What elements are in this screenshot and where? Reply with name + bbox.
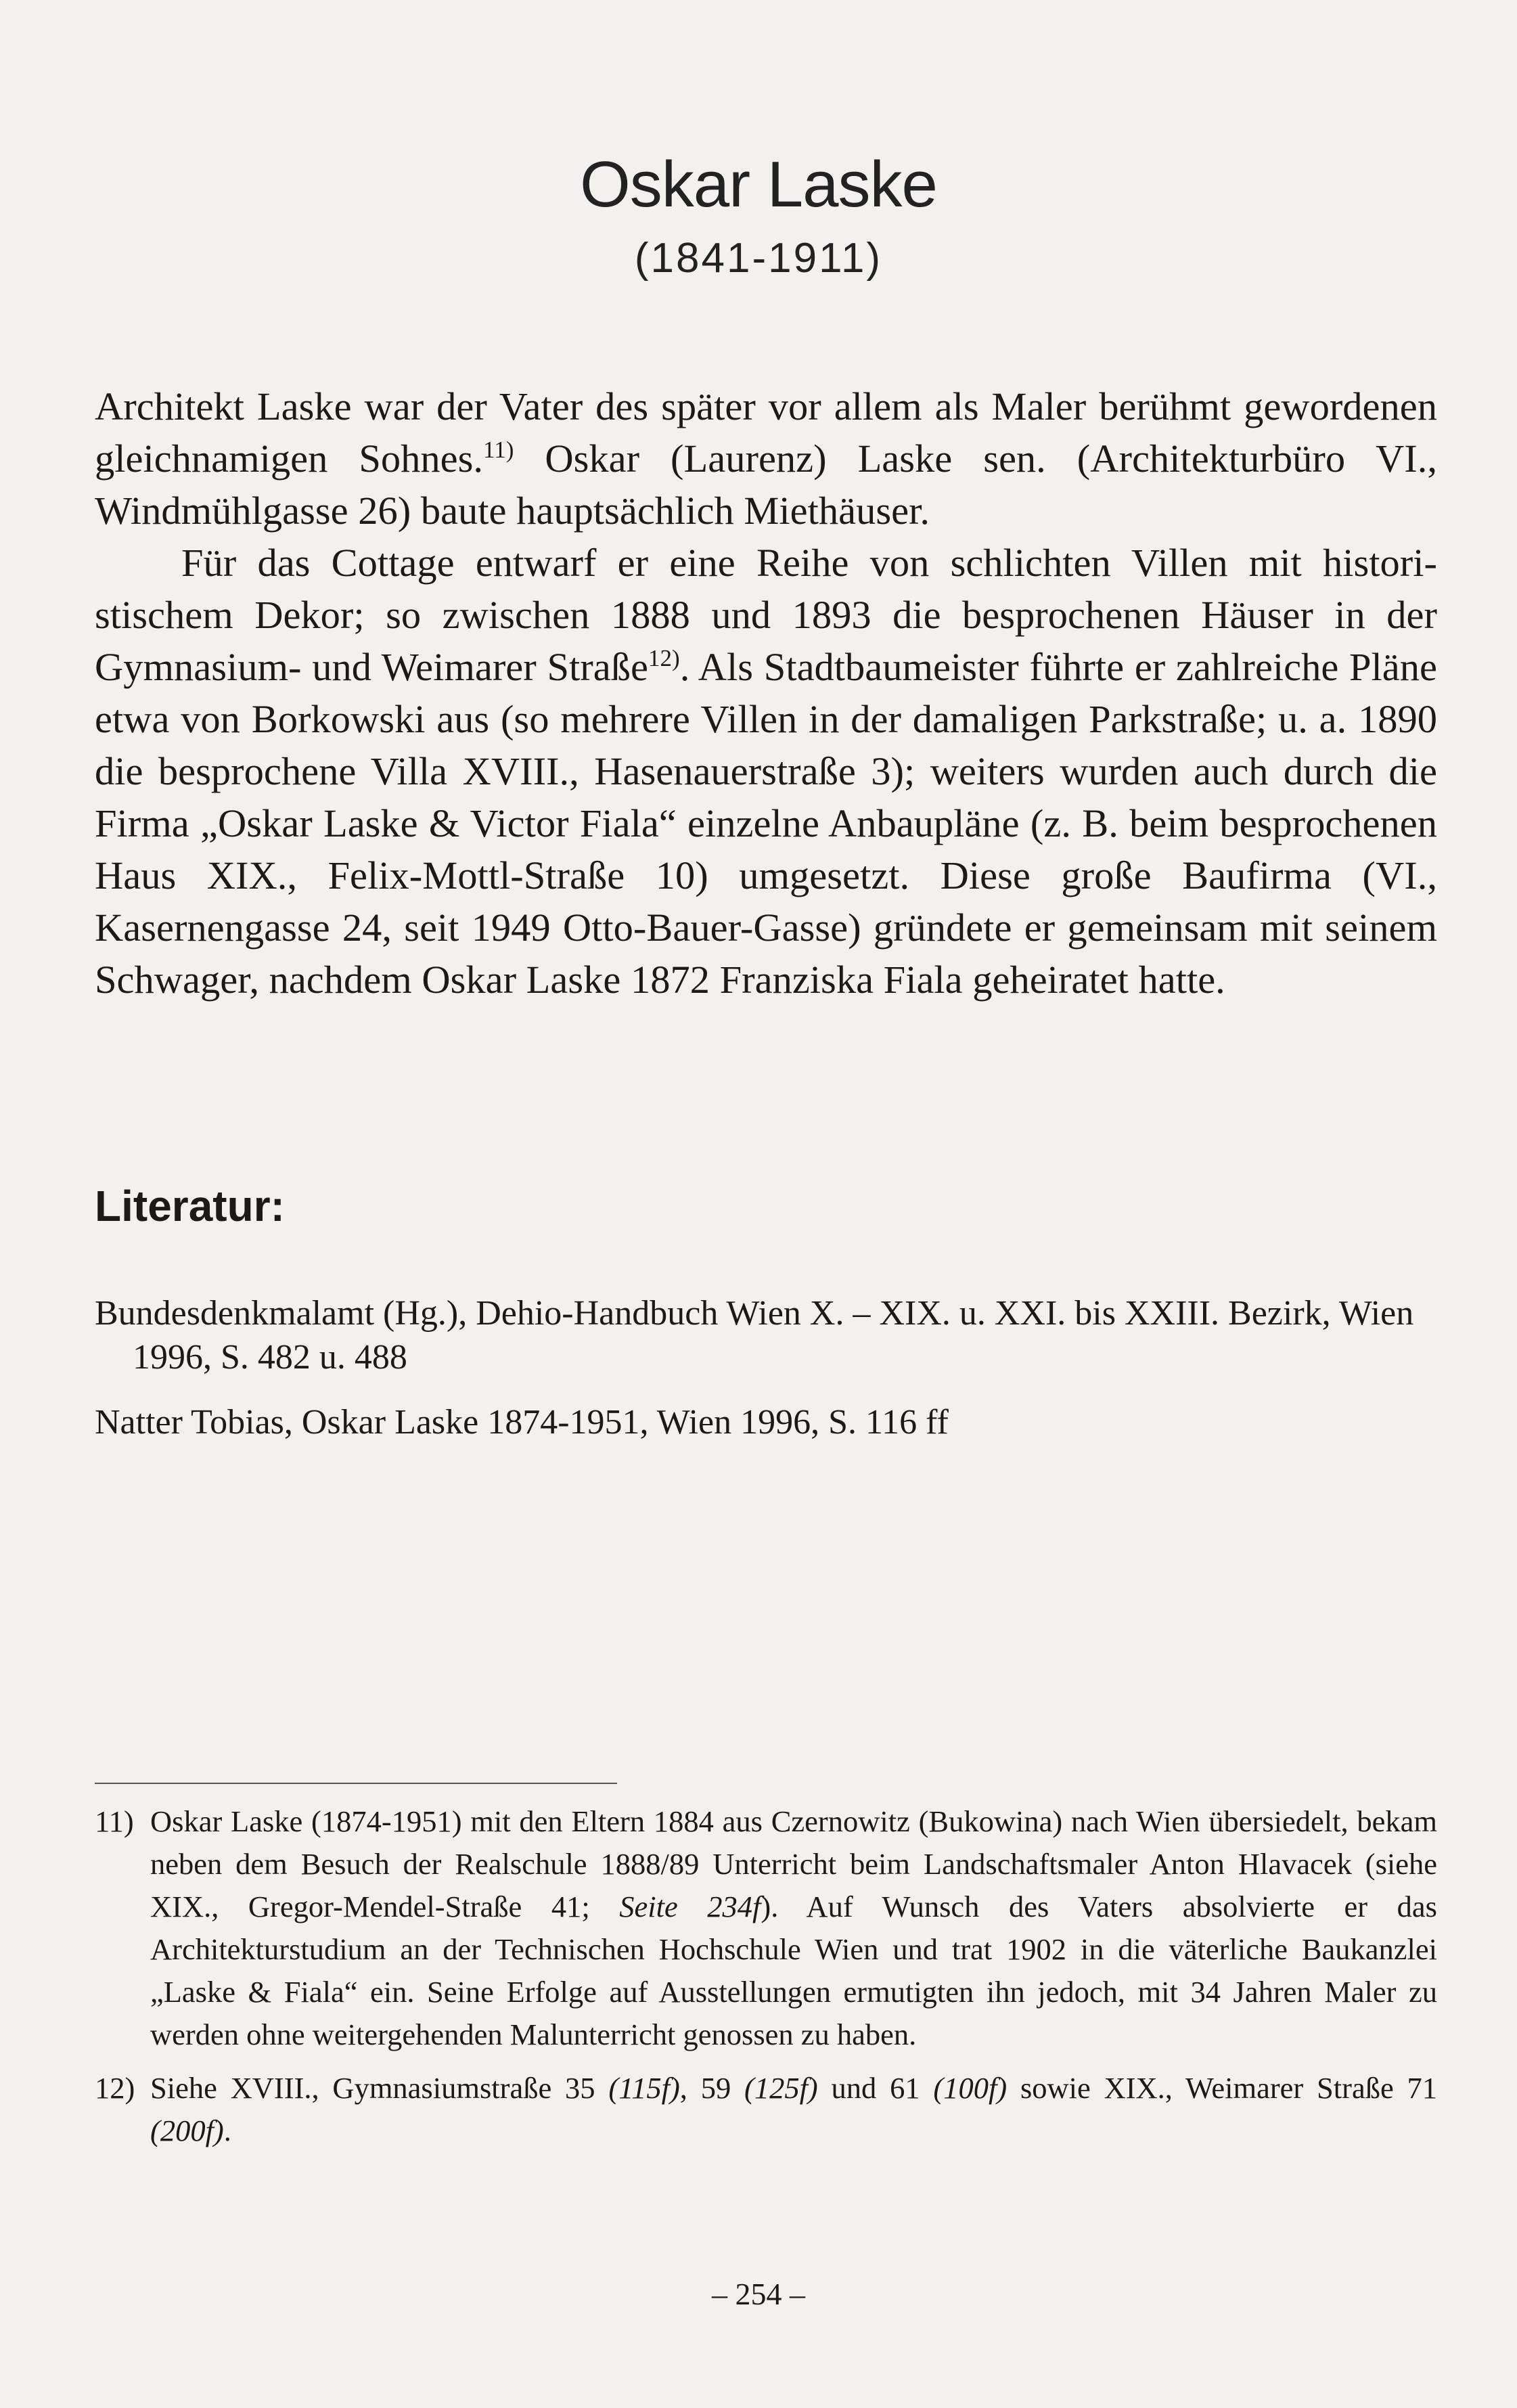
paragraph-1 [95,380,1437,537]
footnotes [95,1800,1437,2163]
paragraph-2 [95,537,1437,1006]
paragraph-1-text-b: Oskar (Laurenz) Laske sen. (Architekturbüro VI., Windmühlgasse 26) baute hauptsächlich Miethäuser. [95,437,1437,533]
footnote-text-part: , 59 [679,2071,744,2105]
footnote-text-part: ). Auf Wunsch des Vaters absolvierte er das Architekturstudium an der Technischen Hochschule Wien und trat 1902 in die väterliche Baukanzlei „Laske & Fiala“ ein. Seine Erfolge auf Ausstellungen ermutigten ihn jedoch, mit 34 Jahren Maler zu werden ohne weitergehenden Malunterricht genossen zu haben. [150,1890,1437,2051]
footnote-text-part: Oskar Laske (1874-1951) mit den Eltern 1884 aus Czernowitz (Bukowina) nach Wien übersiedelt, bekam neben dem Besuch der Realschule 1888/89 Unterricht beim Landschaftsmaler Anton Hlavacek (siehe XIX., Gregor-Mendel-Straße 41; [150,1804,1437,1923]
footnote-text-part: sowie XIX., Weimarer Straße 71 [1007,2071,1437,2105]
page-reference: (125f) [744,2071,818,2105]
footnote-text-part: Siehe XVIII., Gymnasiumstraße 35 [150,2071,609,2105]
literature-item: Natter Tobias, Oskar Laske 1874-1951, Wien 1996, S. 116 ff [95,1403,949,1442]
footnote-ref-12: 12) [648,644,680,671]
page-reference: (115f) [608,2071,680,2105]
biography-text [95,380,1437,1006]
page-reference: Seite 234f [619,1890,761,1923]
paragraph-1-text-a: Architekt Laske war der Vater des später vor allem als Maler berühmt gewordenen gleichnamigen Sohnes. [95,384,1437,481]
footnote-number: 11) [95,1804,134,1838]
paragraph-2-text-b: . Als Stadtbaumeister führte er zahlreiche Pläne etwa von Borkowski aus (so mehrere Villen in der damaligen Parkstraße; u. a. 1890 die besprochene Villa XVIII., Hasenauerstraße 3); weiters wurden auch durch die Firma „Oskar Laske & Victor Fiala“ einzelne Anbaupläne (z. B. beim besprochenen Haus XIX., Felix-Mottl-Straße 10) umgesetzt. Diese große Baufirma (VI., Kasernengasse 24, seit 1949 Otto-Bauer-Gasse) gründete er gemeinsam mit seinem Schwager, nachdem Oskar Laske 1872 Franziska Fiala geheiratet hatte. [95,645,1437,1002]
footnote-ref-11: 11) [482,436,514,463]
footnote-11 [95,1800,1437,2056]
footnote-divider [95,1783,617,1784]
footnote-text-part: und 61 [817,2071,934,2105]
page-reference: (200f) [150,2114,224,2147]
footnote-text [150,1800,1437,2056]
paragraph-2-text-a: Für das Cottage entwarf er eine Reihe von schlichten Villen mit historistischem Dekor; so zwischen 1888 und 1893 die besprochenen Häuser in der Gymnasium- und Weimarer Straße [95,541,1437,689]
literature-item: Bundesdenkmalamt (Hg.), Dehio-Handbuch Wien X. – XIX. u. XXI. bis XXIII. Bezirk, Wien 1996, S. 482 u. 488 [95,1294,1414,1377]
footnote-12 [95,2067,1437,2152]
page-number: – 254 – [712,2277,805,2311]
page-reference: (100f) [933,2071,1007,2105]
footnote-text [150,2067,1437,2152]
literature-list [95,1291,1437,1465]
footnote-number: 12) [95,2071,135,2105]
page-title: Oskar Laske [580,148,937,221]
literature-heading: Literatur: [95,1182,285,1230]
footnote-text-part: . [223,2114,231,2147]
life-dates: (1841-1911) [634,235,883,282]
